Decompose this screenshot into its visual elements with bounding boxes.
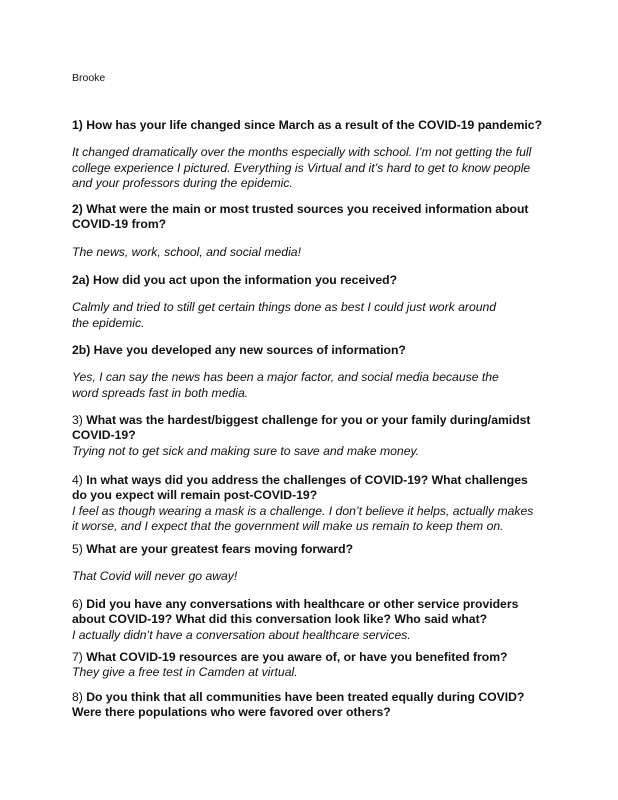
answer-line: word spreads fast in both media. <box>72 385 249 400</box>
answer-7 <box>72 665 552 680</box>
question-number: 6) <box>72 597 83 611</box>
question-number: 8) <box>72 690 83 704</box>
question-text: COVID-19? <box>72 428 136 443</box>
answer-2b <box>72 370 552 401</box>
answer-6 <box>72 628 552 643</box>
qa-item-4 <box>72 473 552 535</box>
answer-line: The news, work, school, and social media! <box>72 244 301 259</box>
question-number: 2b) <box>72 343 91 357</box>
answer-line: I feel as though wearing a mask is a challenge. I don’t believe it helps, actually makes <box>72 503 534 518</box>
answer-3 <box>72 444 552 459</box>
answer-line: it worse, and I expect that the government will make us remain to keep them on. <box>72 519 504 534</box>
answer-line: and your professors during the epidemic. <box>72 176 293 191</box>
question-2b <box>72 343 552 358</box>
question-text: What COVID-19 resources are you aware of, or have you benefited from? <box>86 650 508 664</box>
qa-item-2a <box>72 273 552 331</box>
question-text: Did you have any conversations with healthcare or other service providers <box>86 597 519 611</box>
answer-2 <box>72 245 552 260</box>
answer-line: I actually didn’t have a conversation about healthcare services. <box>72 627 411 642</box>
question-2 <box>72 202 552 233</box>
qa-item-5 <box>72 542 552 585</box>
question-text: COVID-19 from? <box>72 217 167 232</box>
question-text: Have you developed any new sources of information? <box>93 343 406 357</box>
answer-4 <box>72 504 552 535</box>
question-number: 7) <box>72 650 83 664</box>
question-number: 4) <box>72 473 83 487</box>
question-5 <box>72 542 552 557</box>
respondent-name: Brooke <box>72 72 106 84</box>
question-number: 1) <box>72 118 83 132</box>
question-text: In what ways did you address the challenges of COVID-19? What challenges <box>86 473 528 487</box>
question-8 <box>72 690 552 721</box>
question-text: do you expect will remain post-COVID-19? <box>72 488 318 503</box>
answer-line: They give a free test in Camden at virtual. <box>72 665 298 680</box>
question-text: What were the main or most trusted sources you received information about <box>86 202 529 216</box>
question-text: about COVID-19? What did this conversation look like? Who said what? <box>72 612 488 627</box>
answer-line: college experience I pictured. Everything is Virtual and it’s hard to get to know people <box>72 160 531 175</box>
question-number: 5) <box>72 542 83 556</box>
question-6 <box>72 597 552 628</box>
answer-5 <box>72 569 552 584</box>
answer-line: Trying not to get sick and making sure to save and make money. <box>72 443 420 458</box>
qa-item-2 <box>72 202 552 260</box>
question-number: 2a) <box>72 273 90 287</box>
question-2a <box>72 273 552 288</box>
answer-1 <box>72 145 552 191</box>
qa-item-3 <box>72 413 552 459</box>
answer-line: It changed dramatically over the months especially with school. I’m not getting the full <box>72 145 532 160</box>
question-3 <box>72 413 552 444</box>
qa-item-2b <box>72 343 552 401</box>
answer-line: Calmly and tried to still get certain things done as best I could just work around <box>72 300 497 315</box>
question-text: How did you act upon the information you received? <box>93 273 398 287</box>
qa-item-7 <box>72 650 552 681</box>
answer-line: That Covid will never go away! <box>72 569 238 584</box>
question-number: 3) <box>72 413 83 427</box>
answer-2a <box>72 300 552 331</box>
question-text: What are your greatest fears moving forward? <box>86 542 354 556</box>
question-4 <box>72 473 552 504</box>
qa-item-6 <box>72 597 552 643</box>
question-number: 2) <box>72 202 83 216</box>
qa-item-1 <box>72 118 552 192</box>
qa-item-8 <box>72 690 552 721</box>
answer-line: Yes, I can say the news has been a major factor, and social media because the <box>72 370 499 385</box>
question-text: How has your life changed since March as a result of the COVID-19 pandemic? <box>86 118 543 132</box>
question-7 <box>72 650 552 665</box>
question-text: Do you think that all communities have been treated equally during COVID? <box>86 690 525 704</box>
question-text: What was the hardest/biggest challenge for you or your family during/amidst <box>86 413 531 427</box>
question-1 <box>72 118 552 133</box>
question-text: Were there populations who were favored over others? <box>72 705 391 720</box>
answer-line: the epidemic. <box>72 315 145 330</box>
